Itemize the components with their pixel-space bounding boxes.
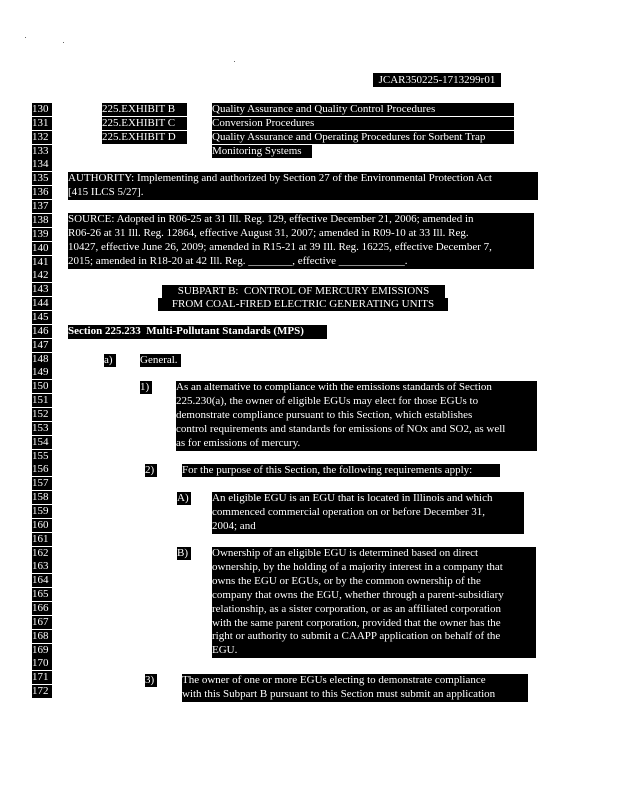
line-number: 162	[32, 547, 52, 560]
line-number: 134	[32, 158, 52, 171]
line-number: 151	[32, 394, 52, 407]
line-number: 171	[32, 671, 52, 684]
line-number: 160	[32, 519, 52, 532]
line-number: 136	[32, 186, 52, 199]
line-number: 140	[32, 242, 52, 255]
item-B-line: company that owns the EGU, whether through a parent-subsidiary	[212, 588, 504, 601]
line-number: 146	[32, 325, 52, 338]
line-number: 166	[32, 602, 52, 615]
item-1-line: as for emissions of mercury.	[176, 436, 301, 449]
item-B-line: EGU.	[212, 644, 238, 657]
source-note	[68, 213, 534, 269]
line-number: 145	[32, 311, 52, 324]
line-number: 168	[32, 630, 52, 643]
line-number: 170	[32, 657, 52, 670]
item-3-line: The owner of one or more EGUs electing to demonstrate compliance	[182, 674, 486, 686]
exhibit-c-title: Conversion Procedures	[212, 117, 514, 130]
subpart-heading-line: SUBPART B: CONTROL OF MERCURY EMISSIONS	[162, 285, 445, 298]
line-number: 156	[32, 463, 52, 476]
subpart-heading-line: FROM COAL-FIRED ELECTRIC GENERATING UNITS	[158, 298, 448, 311]
line-number: 165	[32, 588, 52, 601]
line-number: 152	[32, 408, 52, 421]
scan-speck	[25, 37, 26, 38]
item-1-line: control requirements and standards for emissions of NOx and SO2, as well	[176, 422, 506, 435]
item-A-line: An eligible EGU is an EGU that is located in Illinois and which	[212, 492, 493, 504]
item-a-text: General.	[140, 354, 181, 367]
item-3-paragraph	[182, 674, 528, 702]
exhibit-d-title-line: Monitoring Systems	[212, 145, 312, 158]
item-3-label: 3)	[145, 674, 157, 687]
scan-speck	[234, 61, 235, 62]
line-number: 147	[32, 339, 52, 352]
exhibit-b-title: Quality Assurance and Quality Control Procedures	[212, 103, 514, 116]
line-number: 161	[32, 533, 52, 546]
source-line: SOURCE: Adopted in R06-25 at 31 Ill. Reg. 129, effective December 21, 2006; amended in	[68, 213, 474, 225]
item-A-line: commenced commercial operation on or before December 31,	[212, 505, 486, 518]
item-B-line: relationship, as a sister corporation, or as an affiliated corporation	[212, 602, 502, 615]
line-number: 141	[32, 256, 52, 269]
line-number: 155	[32, 450, 52, 463]
line-number: 142	[32, 269, 52, 282]
item-1-line: 225.230(a), the owner of eligible EGUs may elect for those EGUs to	[176, 394, 479, 407]
item-1-label: 1)	[140, 381, 152, 394]
line-number: 159	[32, 505, 52, 518]
item-2-text: For the purpose of this Section, the following requirements apply:	[182, 464, 500, 477]
scan-speck	[63, 42, 64, 43]
document-id-header: JCAR350225-1713299r01	[373, 73, 501, 87]
exhibit-d-code: 225.EXHIBIT D	[102, 131, 187, 144]
line-number: 131	[32, 117, 52, 130]
line-number: 163	[32, 560, 52, 573]
line-number: 133	[32, 145, 52, 158]
source-line: R06-26 at 31 Ill. Reg. 12864, effective August 31, 2007; amended in R09-10 at 33 Ill. Reg.	[68, 226, 469, 239]
line-number: 137	[32, 200, 52, 213]
line-number: 139	[32, 228, 52, 241]
line-number: 130	[32, 103, 52, 116]
item-A-label: A)	[177, 492, 191, 505]
item-B-line: ownership, by the holding of a majority interest in a company that	[212, 560, 503, 573]
item-A-paragraph	[212, 492, 524, 534]
item-B-paragraph	[212, 547, 536, 658]
line-number: 167	[32, 616, 52, 629]
item-B-label: B)	[177, 547, 191, 560]
item-1-paragraph	[176, 381, 537, 451]
item-1-line: demonstrate compliance pursuant to this Section, which establishes	[176, 408, 473, 421]
authority-line: AUTHORITY: Implementing and authorized by Section 27 of the Environmental Protection Act	[68, 172, 492, 184]
authority-note	[68, 172, 538, 200]
line-number: 143	[32, 283, 52, 296]
item-1-line: As an alternative to compliance with the emissions standards of Section	[176, 381, 492, 393]
line-number: 138	[32, 214, 52, 227]
line-number: 154	[32, 436, 52, 449]
exhibit-d-title-line: Quality Assurance and Operating Procedures for Sorbent Trap	[212, 131, 514, 144]
item-B-line: right or authority to submit a CAAPP application on behalf of the	[212, 630, 501, 643]
source-line: 10427, effective June 26, 2009; amended in R15-21 at 39 Ill. Reg. 16225, effective December 7,	[68, 240, 492, 253]
section-heading: Section 225.233 Multi-Pollutant Standards (MPS)	[68, 325, 327, 339]
line-number: 135	[32, 172, 52, 185]
item-a-label: a)	[104, 354, 116, 367]
line-number: 132	[32, 131, 52, 144]
source-line: 2015; amended in R18-20 at 42 Ill. Reg. ________, effective ____________.	[68, 254, 408, 267]
line-number: 172	[32, 685, 52, 698]
exhibit-b-code: 225.EXHIBIT B	[102, 103, 187, 116]
authority-line: [415 ILCS 5/27].	[68, 185, 144, 198]
line-number: 169	[32, 644, 52, 657]
item-B-line: owns the EGU or EGUs, or by the common ownership of the	[212, 574, 481, 587]
item-A-line: 2004; and	[212, 519, 256, 532]
line-number: 150	[32, 380, 52, 393]
line-number: 158	[32, 491, 52, 504]
exhibit-c-code: 225.EXHIBIT C	[102, 117, 187, 130]
line-number: 164	[32, 574, 52, 587]
line-number: 153	[32, 422, 52, 435]
line-number: 149	[32, 366, 52, 379]
item-B-line: with the same parent corporation, provided that the owner has the	[212, 616, 501, 629]
line-number: 144	[32, 297, 52, 310]
item-B-line: Ownership of an eligible EGU is determined based on direct	[212, 547, 479, 559]
item-2-label: 2)	[145, 464, 157, 477]
line-number: 157	[32, 477, 52, 490]
item-3-line: with this Subpart B pursuant to this Section must submit an application	[182, 687, 496, 700]
line-number: 148	[32, 353, 52, 366]
